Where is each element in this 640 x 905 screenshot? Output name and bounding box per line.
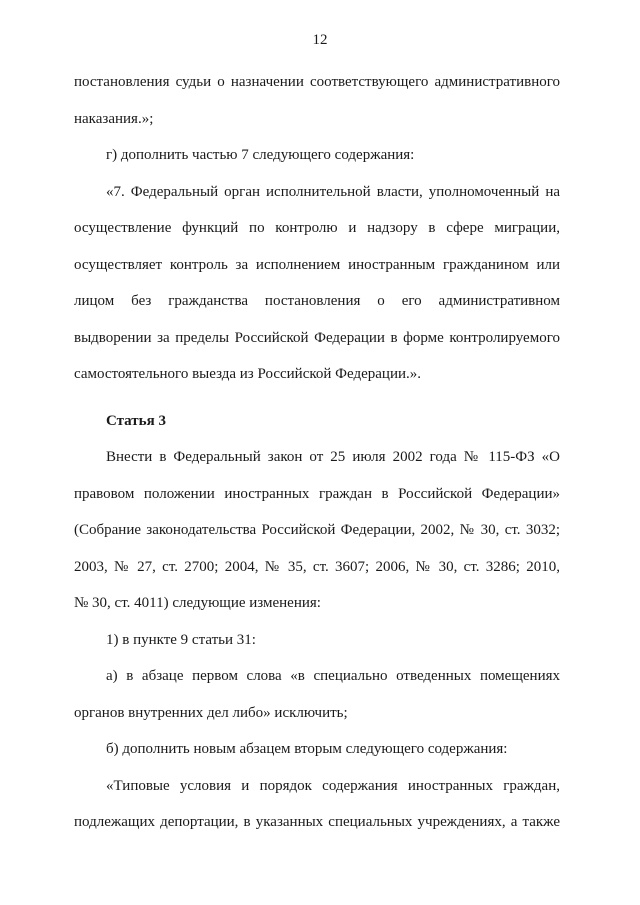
article-heading: Статья 3 <box>106 412 166 429</box>
text-line: 2003, № 27, ст. 2700; 2004, № 35, ст. 3607; 2006, № 30, ст. 3286; 2010, <box>74 558 560 575</box>
text-line: самостоятельного выезда из Российской Федерации.». <box>74 366 421 382</box>
text-line: постановления судьи о назначении соответствующего административного <box>74 74 560 90</box>
text-line: органов внутренних дел либо» исключить; <box>74 704 348 721</box>
text-line: 1) в пункте 9 статьи 31: <box>106 631 256 648</box>
text-line: правовом положении иностранных граждан в Российской Федерации» <box>74 485 560 502</box>
text-line: (Собрание законодательства Российской Федерации, 2002, № 30, ст. 3032; <box>74 522 560 538</box>
text-line: г) дополнить частью 7 следующего содержания: <box>106 147 415 163</box>
section-gap <box>74 393 560 403</box>
page-number: 12 <box>312 32 328 48</box>
text-line: «Типовые условия и порядок содержания иностранных граждан, <box>106 777 560 794</box>
text-line: осуществление функций по контролю и надзору в сфере миграции, <box>74 220 560 236</box>
text-line: наказания.»; <box>74 110 154 127</box>
text-line: № 30, ст. 4011) следующие изменения: <box>74 595 321 611</box>
text-line: а) в абзаце первом слова «в специально отведенных помещениях <box>106 668 560 684</box>
text-line: осуществляет контроль за исполнением иностранным гражданином или <box>74 256 560 273</box>
text-line: «7. Федеральный орган исполнительной власти, уполномоченный на <box>106 183 560 200</box>
text-line: б) дополнить новым абзацем вторым следующего содержания: <box>106 741 508 757</box>
document-body <box>74 64 560 841</box>
text-line: лицом без гражданства постановления о его административном <box>74 293 560 309</box>
text-line: Внести в Федеральный закон от 25 июля 2002 года № 115-ФЗ «О <box>106 449 560 465</box>
text-line: подлежащих депортации, в указанных специальных учреждениях, а также <box>74 814 560 830</box>
text-line: выдворении за пределы Российской Федерации в форме контролируемого <box>74 329 560 346</box>
